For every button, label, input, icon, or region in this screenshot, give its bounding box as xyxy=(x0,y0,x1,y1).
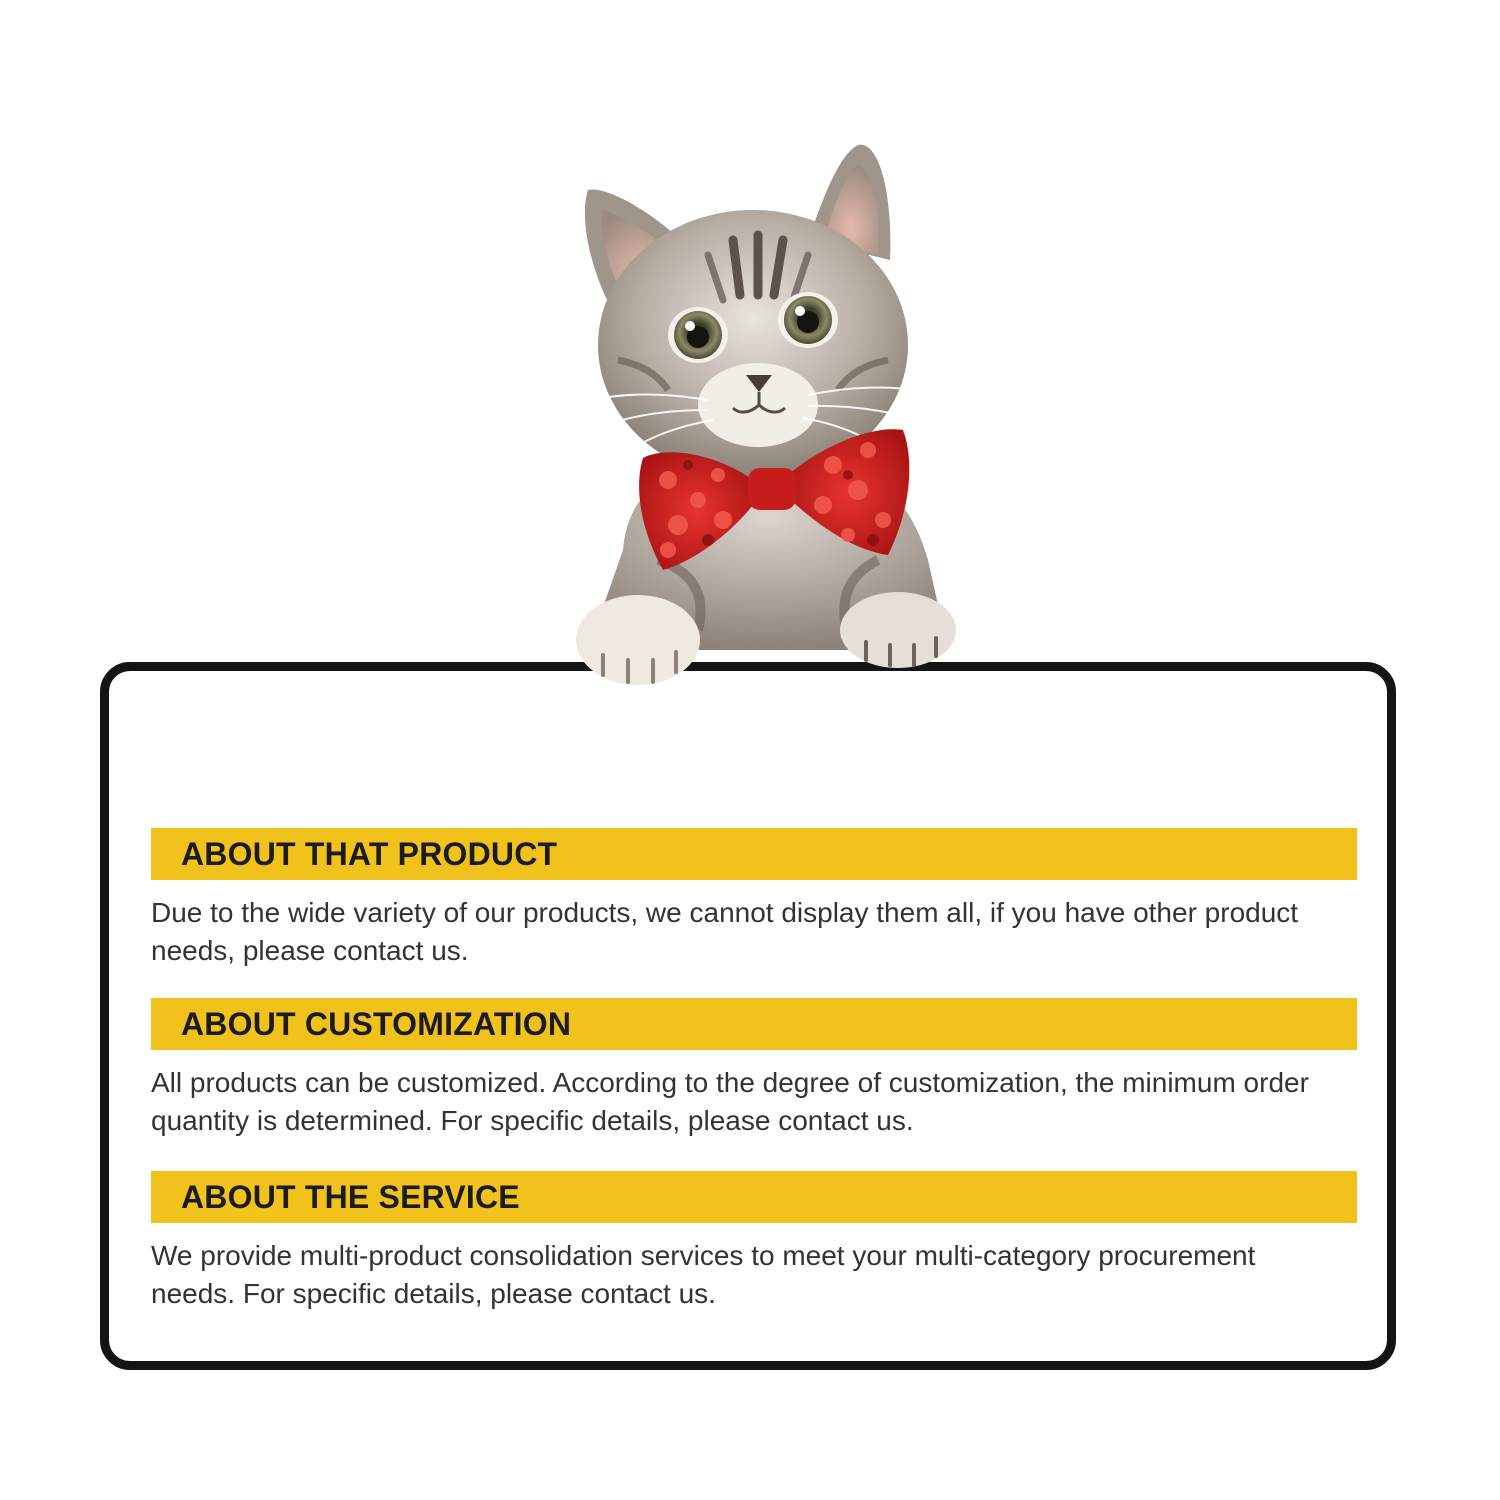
section-header-band xyxy=(151,828,1357,880)
section-body: All products can be customized. According to the degree of customization, the minimum order quantity is determined. For specific details, please contact us. xyxy=(151,1067,1309,1136)
section-header-band xyxy=(151,998,1357,1050)
kitten-illustration xyxy=(548,130,988,700)
info-card xyxy=(100,662,1396,1370)
section-body: Due to the wide variety of our products, we cannot display them all, if you have other product needs, please contact us. xyxy=(151,897,1299,966)
section-body: We provide multi-product consolidation services to meet your multi-category procurement needs. For specific details, please contact us. xyxy=(151,1240,1256,1309)
section-title: ABOUT CUSTOMIZATION xyxy=(181,1005,572,1042)
section-about-customization xyxy=(151,998,1357,1140)
section-about-product xyxy=(151,828,1357,970)
section-about-service xyxy=(151,1171,1357,1313)
section-title: ABOUT THE SERVICE xyxy=(181,1178,520,1215)
section-header-band xyxy=(151,1171,1357,1223)
section-title: ABOUT THAT PRODUCT xyxy=(181,835,558,872)
